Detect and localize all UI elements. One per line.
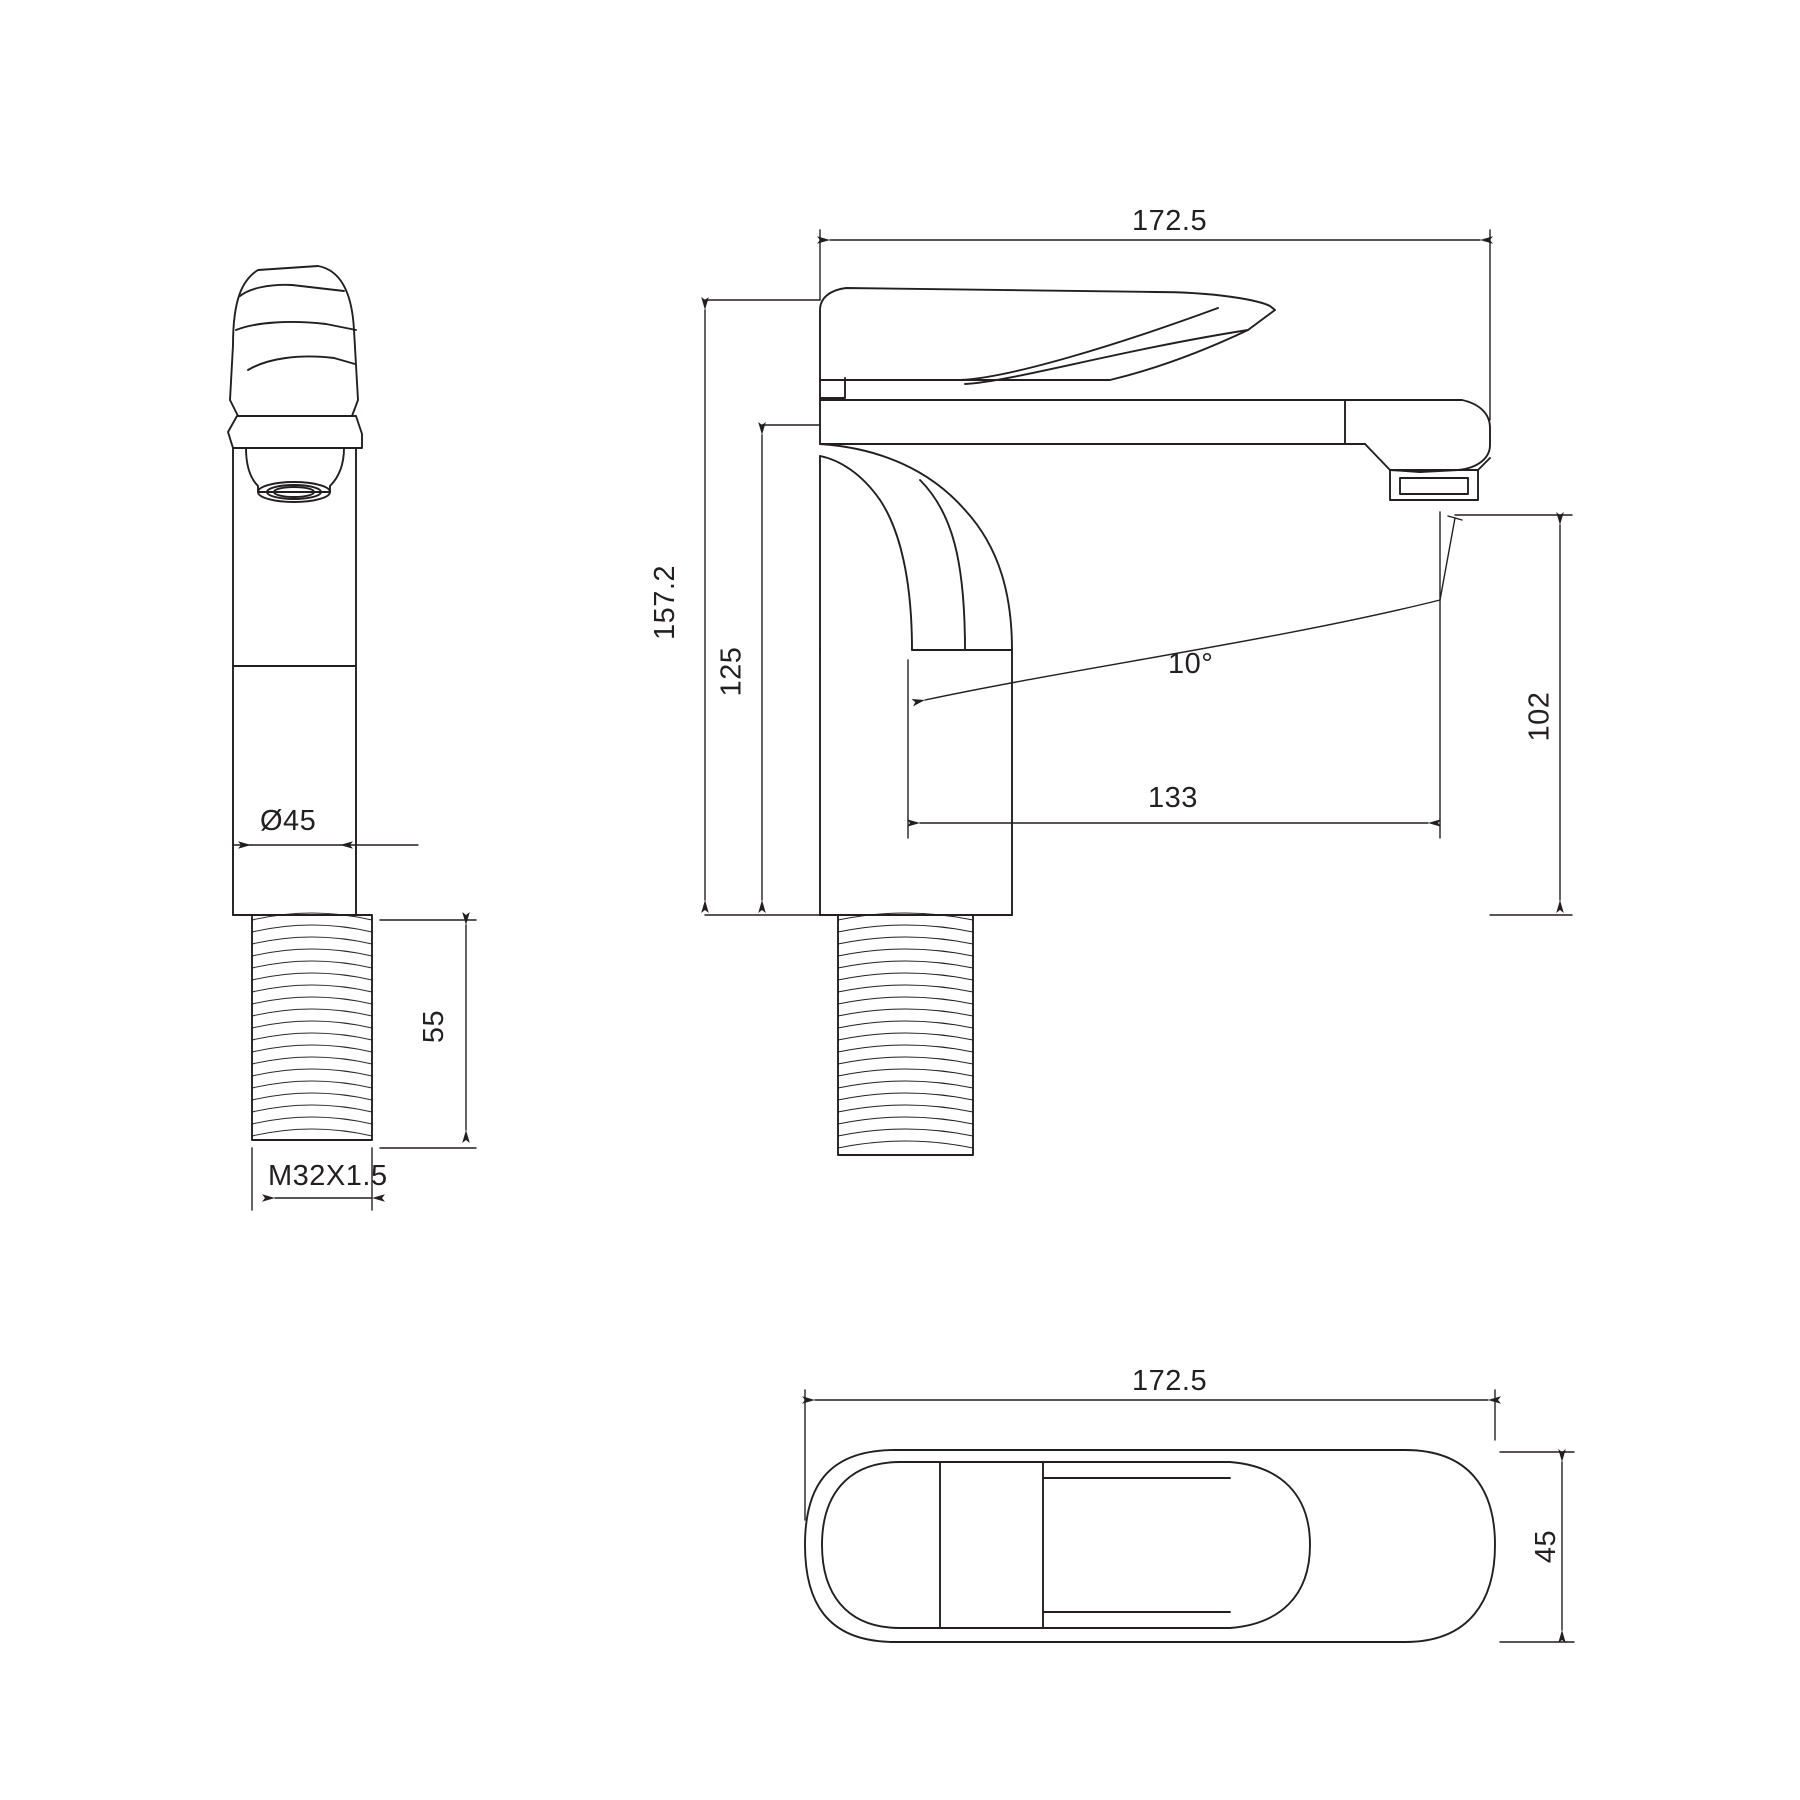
dim-side-total-height: 157.2 [649, 564, 682, 641]
top-view-geometry [805, 1450, 1495, 1642]
dim-top-length: 172.5 [1132, 1365, 1208, 1397]
dim-handle-angle: 10° [1168, 648, 1214, 680]
dim-front-thread: M32X1.5 [268, 1160, 388, 1192]
front-thread-hatch [252, 913, 372, 1136]
side-view-geometry [820, 288, 1490, 1155]
dim-spout-reach: 133 [1148, 782, 1198, 814]
side-thread-hatch [838, 913, 973, 1148]
dimension-lines [233, 230, 1574, 1642]
dim-side-overall-width: 172.5 [1132, 205, 1208, 237]
dim-spout-height: 102 [1523, 691, 1556, 742]
dim-thread-length: 55 [418, 1009, 451, 1044]
dim-front-diameter: Ø45 [260, 805, 317, 837]
dim-side-body-height: 125 [715, 646, 748, 697]
dim-top-width: 45 [1530, 1529, 1563, 1564]
